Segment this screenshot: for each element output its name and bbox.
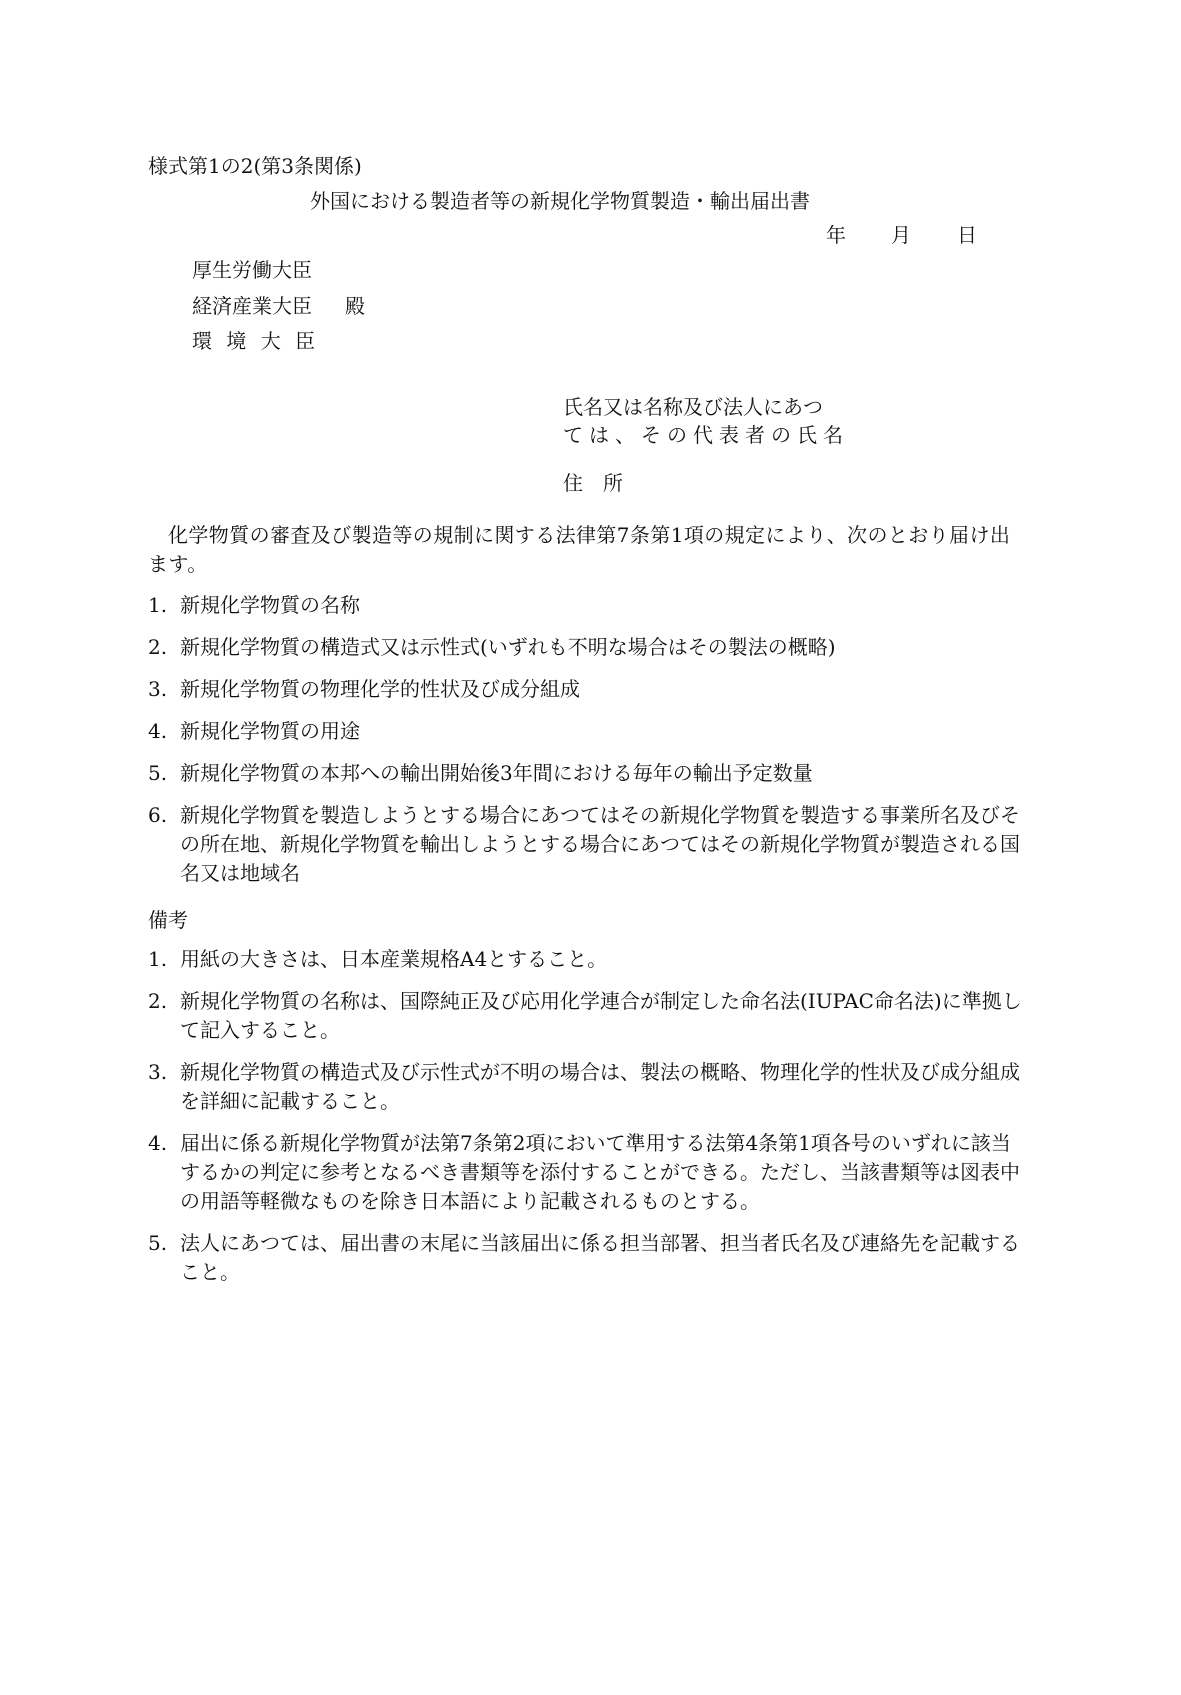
item-number: 4. [148, 719, 168, 743]
intro-paragraph: 化学物質の審査及び製造等の規制に関する法律第7条第1項の規定により、次のとおり届け出ます。 [148, 523, 1011, 576]
body-section [148, 521, 1024, 901]
note-item [148, 945, 1024, 974]
note-text: 新規化学物質の名称は、国際純正及び応用化学連合が制定した命名法(IUPAC命名法)に準拠して記入すること。 [180, 989, 1022, 1042]
item-number: 3. [148, 677, 168, 701]
item-number: 2. [148, 635, 168, 659]
list-item [148, 675, 1024, 704]
list-item [148, 633, 1024, 662]
document-title: 外国における製造者等の新規化学物質製造・輸出届出書 [310, 189, 810, 213]
date-year-label: 年 [826, 223, 846, 247]
addressee-health-minister: 厚生労働大臣 [192, 258, 312, 282]
notes-heading: 備考 [148, 908, 188, 932]
note-text: 用紙の大きさは、日本産業規格A4とすること。 [180, 947, 608, 971]
addressee-economy-minister: 経済産業大臣 [192, 294, 312, 318]
applicant-name-line2: ては、その代表者の氏名 [563, 423, 849, 447]
notes-section [148, 906, 1024, 1300]
item-text: 新規化学物質の名称 [180, 593, 360, 617]
note-item [148, 1129, 1024, 1216]
note-item [148, 1229, 1024, 1287]
item-text: 新規化学物質を製造しようとする場合にあつてはその新規化学物質を製造する事業所名及びその所在地、新規化学物質を輸出しようとする場合にあつてはその新規化学物質が製造される国名又は地域名 [180, 803, 1020, 885]
item-text: 新規化学物質の本邦への輸出開始後3年間における毎年の輸出予定数量 [180, 761, 813, 785]
item-number: 5. [148, 761, 168, 785]
item-number: 6. [148, 803, 168, 827]
note-item [148, 1058, 1024, 1116]
form-label: 様式第1の2(第3条関係) [148, 154, 362, 178]
note-number: 3. [148, 1060, 168, 1084]
date-month-label: 月 [891, 223, 911, 247]
note-text: 法人にあつては、届出書の末尾に当該届出に係る担当部署、担当者氏名及び連絡先を記載すること。 [180, 1231, 1020, 1284]
note-number: 4. [148, 1131, 168, 1155]
note-text: 届出に係る新規化学物質が法第7条第2項において準用する法第4条第1項各号のいずれに該当するかの判定に参考となるべき書類等を添付することができる。ただし、当該書類等は図表中の用語等軽微なものを除き日本語により記載されるものとする。 [180, 1131, 1020, 1213]
item-text: 新規化学物質の物理化学的性状及び成分組成 [180, 677, 580, 701]
applicant-address-label: 住 所 [563, 471, 623, 495]
date-day-label: 日 [957, 223, 977, 247]
note-number: 2. [148, 989, 168, 1013]
list-item [148, 801, 1024, 888]
item-text: 新規化学物質の構造式又は示性式(いずれも不明な場合はその製法の概略) [180, 635, 836, 659]
list-item [148, 759, 1024, 788]
addressee-environment-minister: 環 境 大 臣 [192, 329, 316, 353]
honorific: 殿 [345, 294, 365, 318]
note-number: 5. [148, 1231, 168, 1255]
note-text: 新規化学物質の構造式及び示性式が不明の場合は、製法の概略、物理化学的性状及び成分組成を詳細に記載すること。 [180, 1060, 1020, 1113]
list-item [148, 591, 1024, 620]
note-number: 1. [148, 947, 168, 971]
item-number: 1. [148, 593, 168, 617]
note-item [148, 987, 1024, 1045]
applicant-name-line1: 氏名又は名称及び法人にあつ [563, 395, 823, 419]
list-item [148, 717, 1024, 746]
item-text: 新規化学物質の用途 [180, 719, 360, 743]
